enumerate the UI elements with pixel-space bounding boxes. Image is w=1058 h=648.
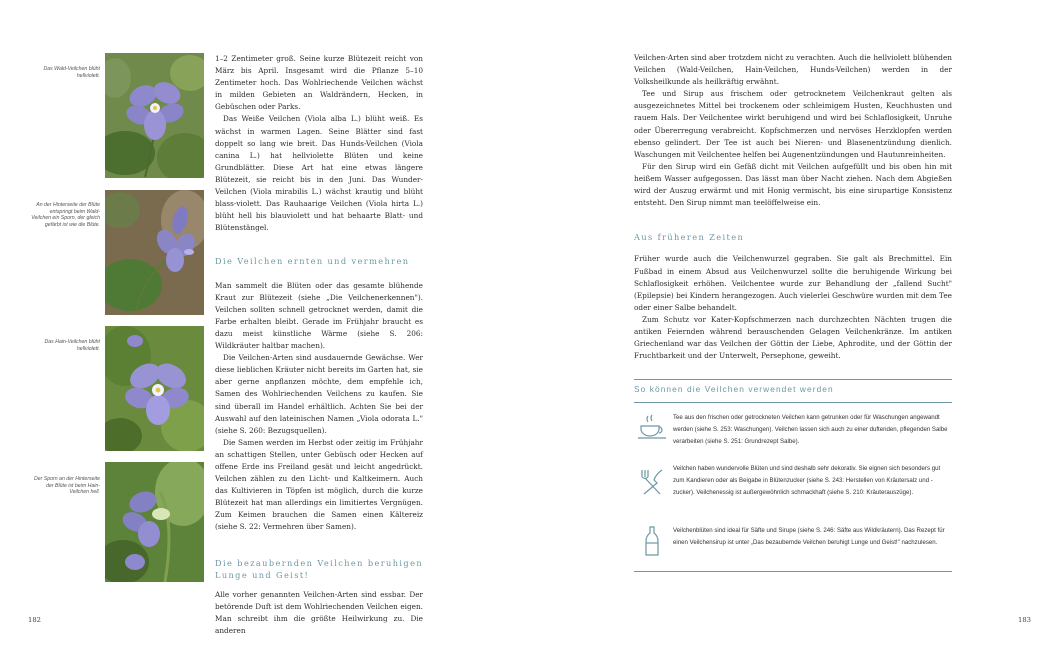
usage-item-text: Veilchenblüten sind ideal für Säfte und Sirupe (siehe S. 246: Säfte aus Wildkräutern). Das Rezept für einen Veilchensirup ist unter „Das bezaubernde Veilchen beruhigt Lunge und Geist!" nachzulesen.	[673, 527, 945, 547]
body-paragraph: Für den Sirup wird ein Gefäß dicht mit Veilchen aufgefüllt und bis oben hin mit heißem Wasser aufgegossen. Das lässt man über Nacht ziehen. Nach dem Abgießen wird der Auszug erwärmt und mit Honig vermischt, bis eine sirupartige Konsistenz entsteht. Den Sirup nimmt man teelöffelweise ein.	[634, 161, 952, 208]
photo-caption-grove-violet-spur: Der Sporn an der Hinterseite der Blüte ist beim Hain-Veilchen hell.	[33, 476, 100, 496]
photo-caption-grove-violet: Das Hain-Veilchen blüht hellviolett.	[44, 339, 100, 352]
bottle-icon	[636, 525, 668, 557]
body-paragraph: 1–2 Zentimeter groß. Seine kurze Blütezeit reicht von März bis April. Insgesamt wird die Pflanze 5–10 Zentimeter hoch. Das Wohlriechende Veilchen wächst in milden Gebieten an Waldrändern, Hecken, in Gebüschen oder Parks.	[215, 54, 423, 112]
body-paragraph: Man sammelt die Blüten oder das gesamte blühende Kraut zur Blütezeit (siehe „Die Veilchenerkennen"). Veilchen sollten schnell getrocknet werden, damit die Farbe erhalten bleibt. Gerade im Frühjahr braucht es dazu meist künstliche Wärme (siehe S. 206: Wildkräuter haltbar machen).	[215, 280, 423, 351]
section-heading: Aus früheren Zeiten	[634, 232, 745, 243]
usage-item-syrup	[634, 525, 952, 561]
usage-info-box	[634, 379, 952, 572]
fork-knife-icon	[636, 466, 668, 498]
body-paragraph: Das Weiße Veilchen (Viola alba L.) blüht weiß. Es wächst in warmen Lagen. Seine Blätter sind fast doppelt so lang wie breit. Das Hunds-Veilchen (Viola canina L.) hat hellviolette Blüten und keine Grundblätter. Diese Art hat eine etwas längere Blütezeit, sie reicht bis in den Juni. Das Wunder-Veilchen (Viola mirabilis L.) wächst krautig und blüht blass-violett. Das Rauhaarige Veilchen (Viola hirta L.) blüht hell bis blauviolett und hat behaarte Blatt- und Blütenstängel.	[215, 114, 423, 233]
page-number: 182	[28, 616, 41, 624]
body-paragraph: Tee und Sirup aus frischem oder getrocknetem Veilchenkraut gelten als ausgezeichnetes Mittel bei trockenem oder schleimigem Husten, Keuchhusten und rauem Hals. Der Veilchentee wirkt beruhigend und wird bei Schlaflosigkeit, Unruhe oder Übererregung verabreicht. Kopfschmerzen und nervöses Herzklopfen werden ebenso gelindert. Der Tee ist auch bei Nieren- und Blasenentzündung dienlich. Waschungen mit Veilchentee helfen bei Augenentzündungen und Hautunreinheiten.	[634, 89, 952, 159]
photo-caption-wood-violet-spur: An der Hinterseite der Blüte entspringt beim Wald-Veilchen ein Sporn, der gleich gefärbt ist wie die Blüte.	[31, 202, 100, 228]
usage-item-text: Veilchen haben wundervolle Blüten und sind deshalb sehr dekorativ. Sie eignen sich besonders gut zum Kandieren oder als Beigabe in Blütenzucker (siehe S. 243: Herstellen von Kräutersalz und -zucker). Veilchenessig ist außergewöhnlich schmackhaft (siehe S. 210: Kräuterauszüge).	[673, 465, 941, 497]
body-paragraph: Früher wurde auch die Veilchenwurzel gegraben. Sie galt als Brechmittel. Ein Fußbad in einem Absud aus Veilchenwurzel sollte die beruhigende Wirkung bei Schlaflosigkeit erhöhen. Veilchentee wurde zur Behandlung der „fallend Sucht" (Epilepsie) bei Kindern herangezogen. Auch vielerlei Geschwüre wurden mit dem Tee oder einer Salbe behandelt.	[634, 254, 952, 312]
usage-item-text: Tee aus den frischen oder getrockneten Veilchen kann getrunken oder für Waschungen angewandt werden (siehe S. 253: Waschungen). Veilchen lassen sich auch zu einer duftenden, pflegenden Salbe verarbeiten (siehe S. 251: Grundrezept Salbe).	[673, 414, 948, 446]
usage-item-tea	[634, 412, 952, 454]
photo-wood-violet-spur	[105, 190, 204, 315]
section-heading: Die Veilchen ernten und vermehren	[215, 256, 410, 267]
right-text-column	[634, 52, 952, 362]
photo-grove-violet-spur	[105, 462, 204, 582]
usage-item-kitchen	[634, 463, 952, 505]
photo-grove-violet	[105, 326, 204, 451]
info-box-title: So können die Veilchen verwendet werden	[634, 384, 834, 394]
divider	[634, 571, 952, 572]
body-paragraph: Die Samen werden im Herbst oder zeitig im Frühjahr an schattigen Stellen, unter Gebüsch oder Hecken auf offene Erde ins Freiland gesät und leicht angedrückt. Veilchen zählen zu den Licht- und Kaltkeimern. Auch das Kultivieren in Töpfen ist möglich, durch die kurze Blütezeit hat man allerdings ein limitiertes Vergnügen. Zum Keimen brauchen die Samen einen Kältereiz (siehe S. 22: Vermehren über Samen).	[215, 437, 423, 532]
left-text-column	[215, 53, 423, 637]
photo-caption-wood-violet: Das Wald-Veilchen blüht hellviolett.	[43, 66, 100, 79]
teacup-icon	[636, 412, 668, 444]
divider	[634, 379, 952, 380]
body-paragraph: Die Veilchen-Arten sind ausdauernde Gewächse. Wer diese lieblichen Kräuter nicht bereits im Garten hat, sie aber gerne anpflanzen möchte, dem empfehle ich, Samen des Wohlriechenden Veilchens zu kaufen. Sie sind überall im Handel erhältlich. Achten Sie bei der Auswahl auf den lateinischen Namen „Viola odorata L." (siehe S. 260: Bezugsquellen).	[215, 353, 423, 435]
page-number: 183	[1018, 616, 1031, 624]
photo-wood-violet	[105, 53, 204, 178]
divider	[634, 402, 952, 403]
section-heading: Die bezaubernden Veilchen beruhigen Lunge und Geist!	[215, 557, 423, 580]
body-paragraph: Zum Schutz vor Kater-Kopfschmerzen nach durchzechten Nächten trugen die antiken Feiernden während berauschenden Gelagen Veilchenkränze. Im antiken Griechenland war das Veilchen der Göttin der Liebe, Aphrodite, und der Göttin der Fruchtbarkeit und der Unterwelt, Persephone, geweiht.	[634, 314, 952, 361]
body-paragraph: Veilchen-Arten sind aber trotzdem nicht zu verachten. Auch die hellviolett blühenden Veilchen (Wald-Veilchen, Hain-Veilchen, Hunds-Veilchen) werden in der Volksheilkunde als heilkräftig erwähnt.	[634, 53, 952, 87]
body-paragraph: Alle vorher genannten Veilchen-Arten sind essbar. Der betörende Duft ist dem Wohlriechenden Veilchen eigen. Man schreibt ihm die größte Heilwirkung zu. Die anderen	[215, 589, 423, 636]
